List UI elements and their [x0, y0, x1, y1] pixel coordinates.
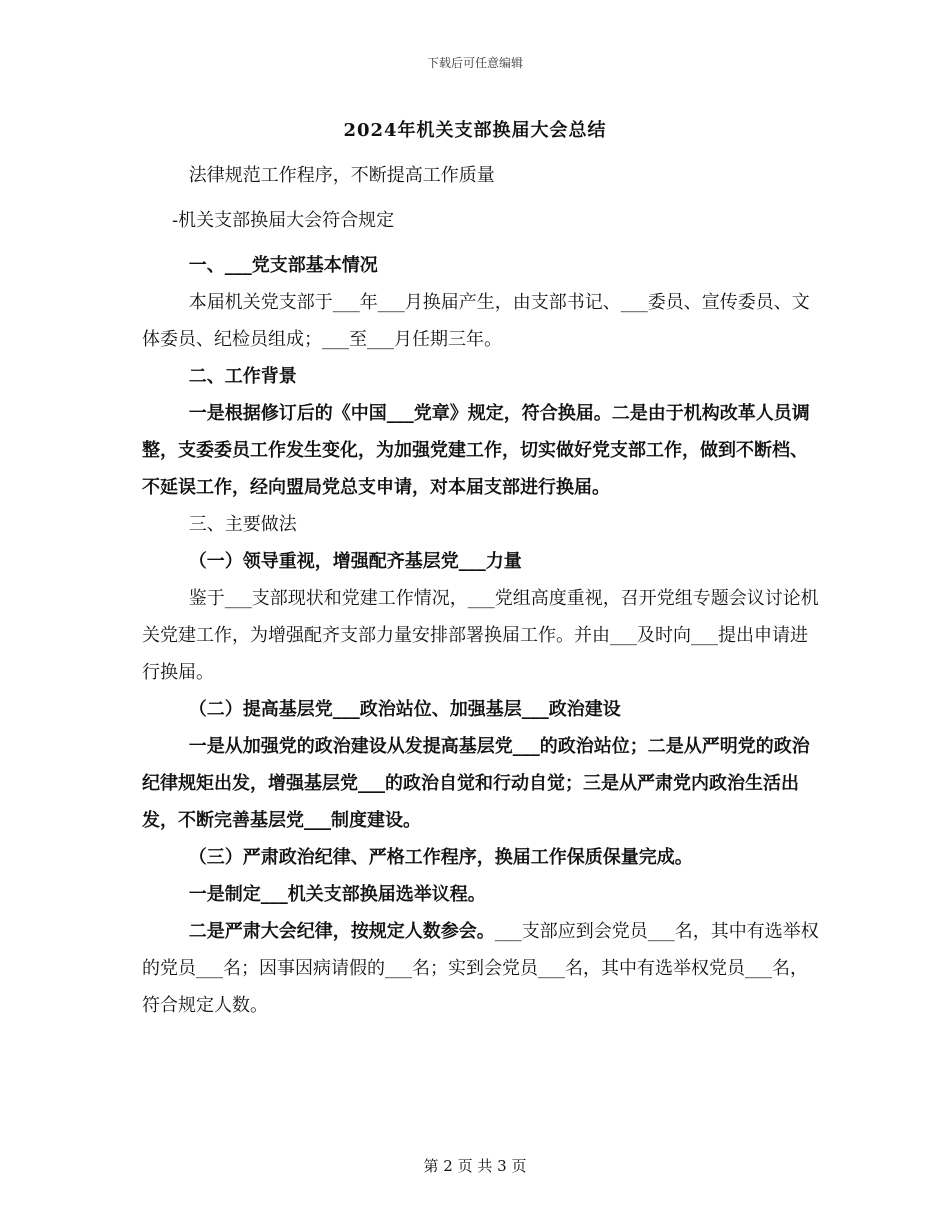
paragraph-basic-info: 本届机关党支部于___年___月换届产生，由支部书记、___委员、宣传委员、文体委员、纪检员组成；___至___月任期三年。 [142, 292, 810, 350]
paragraph-discipline: 二是严肃大会纪律，按规定人数参会。___支部应到会党员___名，其中有选举权的党员___名；因事因病请假的___名；实到会党员___名，其中有选举权党员___名，符合规定人数。 [142, 921, 819, 1016]
page-footer: 第 2 页 共 3 页 [423, 1157, 527, 1175]
document-title: 2024年机关支部换届大会总结 [343, 120, 607, 141]
paragraph-agenda: 一是制定___机关支部换届选举议程。 [188, 884, 486, 905]
subtitle-line-2: -机关支部换届大会符合规定 [172, 210, 395, 231]
paragraph-background: 一是根据修订后的《中国___党章》规定，符合换届。二是由于机构改革人员调整，支委委员工作发生变化，为加强党建工作，切实做好党支部工作，做到不断档、不延误工作，经向盟局党总支申请，对本届支部进行换届。 [142, 403, 810, 498]
subtitle-line-1: 法律规范工作程序，不断提高工作质量 [188, 165, 495, 186]
document-body [142, 157, 822, 1024]
section-heading-3: 三、主要做法 [188, 514, 297, 535]
header-note: 下载后可任意编辑 [426, 56, 523, 70]
subsection-heading-1: （一）领导重视，增强配齐基层党___力量 [188, 551, 522, 572]
section-heading-1: 一、___党支部基本情况 [188, 255, 378, 276]
paragraph-political: 一是从加强党的政治建设从发提高基层党___的政治站位；二是从严明党的政治纪律规矩出发，增强基层党___的政治自觉和行动自觉；三是从严肃党内政治生活出发，不断完善基层党___制度建设。 [142, 736, 810, 831]
subsection-heading-3: （三）严肃政治纪律、严格工作程序，换届工作保质保量完成。 [188, 847, 693, 868]
subsection-heading-2: （二）提高基层党___政治站位、加强基层___政治建设 [188, 699, 621, 720]
paragraph-leadership: 鉴于___支部现状和党建工作情况，___党组高度重视，召开党组专题会议讨论机关党建工作，为增强配齐支部力量安排部署换届工作。并由___及时向___提出申请进行换届。 [142, 588, 819, 683]
section-heading-2: 二、工作背景 [188, 366, 297, 387]
